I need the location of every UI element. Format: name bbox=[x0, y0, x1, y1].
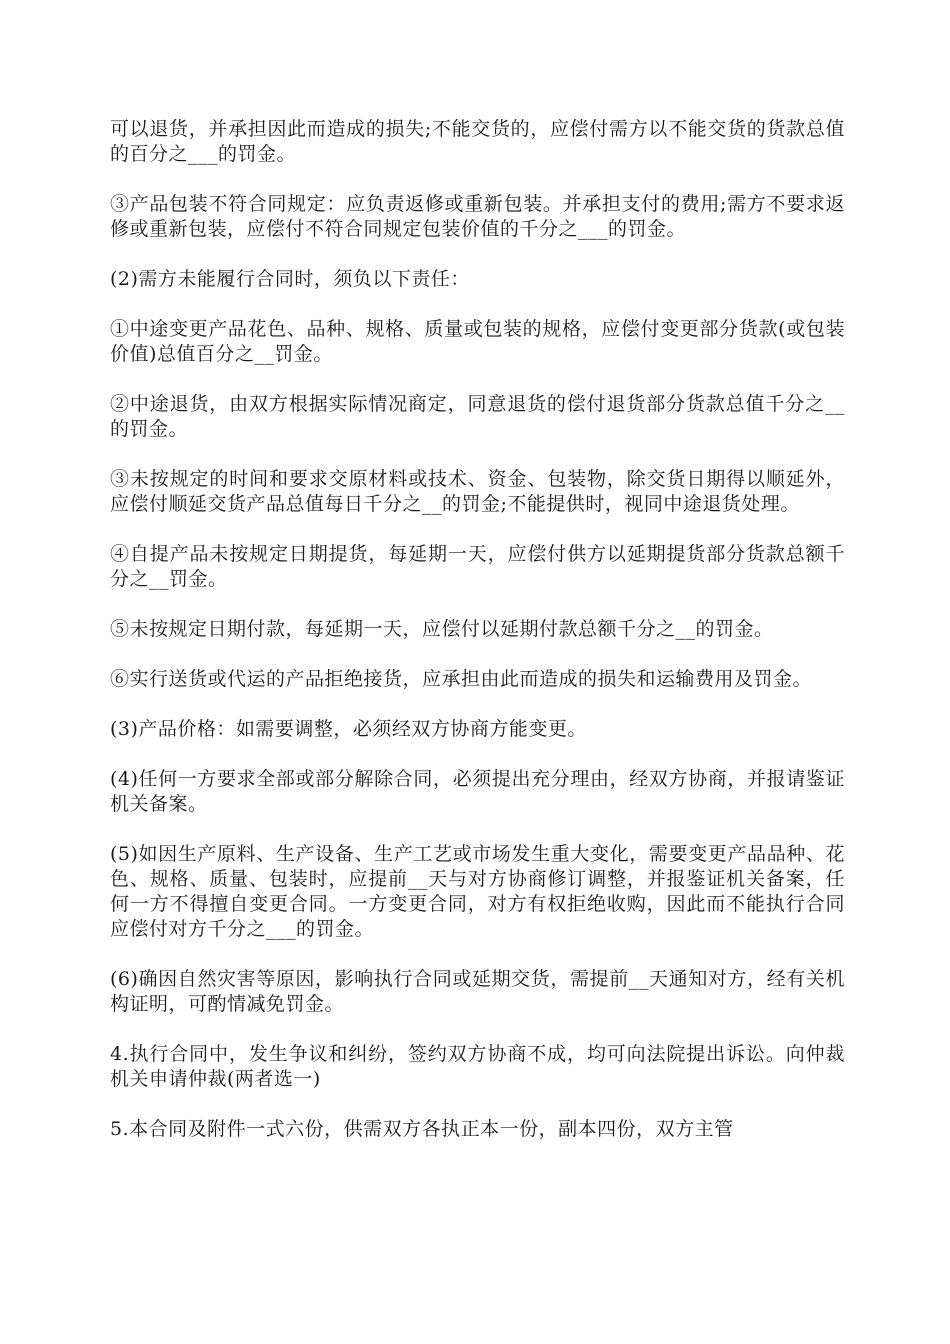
paragraph-supplier-delivery-penalty: 可以退货，并承担因此而造成的损失;不能交货的，应偿付需方以不能交货的货款总值的百分之___的罚金。 bbox=[110, 118, 845, 165]
paragraph-materials-delay: ③未按规定的时间和要求交原材料或技术、资金、包装物，除交货日期得以顺延外，应偿付顺延交货产品总值每日千分之__的罚金;不能提供时，视同中途退货处理。 bbox=[110, 468, 845, 515]
paragraph-major-changes: (5)如因生产原料、生产设备、生产工艺或市场发生重大变化，需要变更产品品种、花色、规格、质量、包装时，应提前__天与对方协商修订调整，并报鉴证机关备案，任何一方不得擅自变更合同。一方变更合同，对方有权拒绝收购，因此而不能执行合同应偿付对方千分之___的罚金。 bbox=[110, 843, 845, 940]
paragraph-pickup-delay: ④自提产品未按规定日期提货，每延期一天，应偿付供方以延期提货部分货款总额千分之__罚金。 bbox=[110, 543, 845, 590]
paragraph-copies: 5.本合同及附件一式六份，供需双方各执正本一份，副本四份，双方主管 bbox=[110, 1118, 734, 1140]
paragraph-midway-return: ②中途退货，由双方根据实际情况商定，同意退货的偿付退货部分货款总值千分之__的罚金。 bbox=[110, 393, 845, 440]
paragraph-disputes: 4.执行合同中，发生争议和纠纷，签约双方协商不成，均可向法院提出诉讼。向仲裁机关申请仲裁(两者选一) bbox=[110, 1043, 845, 1090]
paragraph-payment-delay: ⑤未按规定日期付款，每延期一天，应偿付以延期付款总额千分之__的罚金。 bbox=[110, 618, 774, 640]
paragraph-packaging-penalty: ③产品包装不符合同规定：应负责返修或重新包装。并承担支付的费用;需方不要求返修或重新包装，应偿付不符合同规定包装价值的千分之___的罚金。 bbox=[110, 193, 845, 240]
paragraph-force-majeure: (6)确因自然灾害等原因，影响执行合同或延期交货，需提前__天通知对方，经有关机构证明，可酌情减免罚金。 bbox=[110, 968, 845, 1015]
document-page bbox=[110, 117, 845, 1167]
paragraph-midway-change: ①中途变更产品花色、品种、规格、质量或包装的规格，应偿付变更部分货款(或包装价值)总值百分之__罚金。 bbox=[110, 318, 845, 365]
paragraph-contract-termination: (4)任何一方要求全部或部分解除合同，必须提出充分理由，经双方协商，并报请鉴证机关备案。 bbox=[110, 768, 845, 815]
paragraph-buyer-liability-heading: (2)需方未能履行合同时，须负以下责任： bbox=[110, 268, 470, 290]
paragraph-product-price: (3)产品价格：如需要调整，必须经双方协商方能变更。 bbox=[110, 718, 587, 740]
paragraph-refuse-delivery: ⑥实行送货或代运的产品拒绝接货，应承担由此而造成的损失和运输费用及罚金。 bbox=[110, 668, 813, 690]
